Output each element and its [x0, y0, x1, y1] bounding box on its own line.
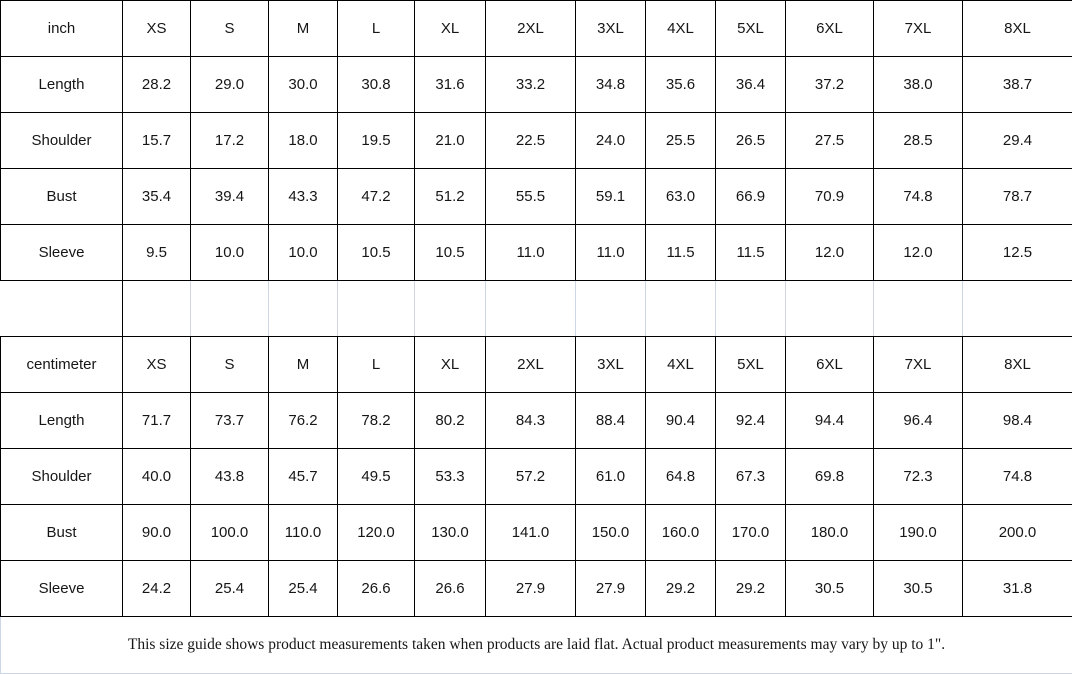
- measurement-value-cell: 72.3: [874, 449, 963, 505]
- measurement-value-cell: 55.5: [486, 169, 576, 225]
- measurement-value-cell: 10.0: [191, 225, 269, 281]
- measurement-value-cell: 70.9: [786, 169, 874, 225]
- measurement-value-cell: 53.3: [415, 449, 486, 505]
- measurement-row: [1, 393, 1072, 449]
- size-header-cell: M: [269, 1, 338, 57]
- measurement-value-cell: 120.0: [338, 505, 415, 561]
- measurement-row: [1, 561, 1072, 617]
- measurement-value-cell: 35.6: [646, 57, 716, 113]
- unit-header-cell: inch: [1, 1, 123, 57]
- spacer-cell: [963, 281, 1072, 337]
- spacer-cell: [269, 281, 338, 337]
- measurement-value-cell: 11.5: [646, 225, 716, 281]
- measurement-value-cell: 90.0: [123, 505, 191, 561]
- measurement-label-cell: Sleeve: [1, 561, 123, 617]
- measurement-value-cell: 39.4: [191, 169, 269, 225]
- measurement-value-cell: 88.4: [576, 393, 646, 449]
- measurement-row: [1, 505, 1072, 561]
- size-header-cell: 3XL: [576, 337, 646, 393]
- measurement-value-cell: 71.7: [123, 393, 191, 449]
- spacer-cell: [1, 281, 123, 337]
- size-header-cell: M: [269, 337, 338, 393]
- measurement-value-cell: 200.0: [963, 505, 1072, 561]
- measurement-value-cell: 11.0: [486, 225, 576, 281]
- size-header-cell: XS: [123, 337, 191, 393]
- measurement-value-cell: 22.5: [486, 113, 576, 169]
- size-header-cell: 7XL: [874, 1, 963, 57]
- measurement-value-cell: 12.0: [874, 225, 963, 281]
- measurement-value-cell: 40.0: [123, 449, 191, 505]
- measurement-value-cell: 94.4: [786, 393, 874, 449]
- measurement-value-cell: 190.0: [874, 505, 963, 561]
- measurement-row: [1, 169, 1072, 225]
- measurement-value-cell: 18.0: [269, 113, 338, 169]
- measurement-value-cell: 100.0: [191, 505, 269, 561]
- measurement-value-cell: 38.0: [874, 57, 963, 113]
- measurement-value-cell: 34.8: [576, 57, 646, 113]
- measurement-value-cell: 110.0: [269, 505, 338, 561]
- spacer-cell: [486, 281, 576, 337]
- measurement-row: [1, 113, 1072, 169]
- measurement-row: [1, 449, 1072, 505]
- measurement-value-cell: 84.3: [486, 393, 576, 449]
- measurement-value-cell: 36.4: [716, 57, 786, 113]
- measurement-label-cell: Bust: [1, 169, 123, 225]
- size-header-cell: 4XL: [646, 1, 716, 57]
- measurement-value-cell: 19.5: [338, 113, 415, 169]
- measurement-value-cell: 12.0: [786, 225, 874, 281]
- measurement-value-cell: 24.0: [576, 113, 646, 169]
- measurement-value-cell: 63.0: [646, 169, 716, 225]
- measurement-value-cell: 38.7: [963, 57, 1072, 113]
- size-header-cell: 8XL: [963, 337, 1072, 393]
- size-header-cell: L: [338, 1, 415, 57]
- measurement-value-cell: 11.5: [716, 225, 786, 281]
- measurement-value-cell: 43.8: [191, 449, 269, 505]
- measurement-value-cell: 130.0: [415, 505, 486, 561]
- measurement-value-cell: 47.2: [338, 169, 415, 225]
- measurement-value-cell: 74.8: [874, 169, 963, 225]
- measurement-value-cell: 26.5: [716, 113, 786, 169]
- measurement-label-cell: Length: [1, 57, 123, 113]
- measurement-value-cell: 98.4: [963, 393, 1072, 449]
- measurement-value-cell: 78.7: [963, 169, 1072, 225]
- size-header-cell: 7XL: [874, 337, 963, 393]
- measurement-value-cell: 17.2: [191, 113, 269, 169]
- measurement-row: [1, 57, 1072, 113]
- measurement-value-cell: 25.4: [191, 561, 269, 617]
- measurement-value-cell: 51.2: [415, 169, 486, 225]
- size-header-cell: 5XL: [716, 337, 786, 393]
- measurement-value-cell: 78.2: [338, 393, 415, 449]
- measurement-value-cell: 10.5: [415, 225, 486, 281]
- measurement-value-cell: 29.0: [191, 57, 269, 113]
- measurement-value-cell: 80.2: [415, 393, 486, 449]
- measurement-value-cell: 11.0: [576, 225, 646, 281]
- measurement-value-cell: 9.5: [123, 225, 191, 281]
- footer-row: [1, 617, 1072, 674]
- measurement-value-cell: 10.0: [269, 225, 338, 281]
- measurement-value-cell: 26.6: [338, 561, 415, 617]
- size-header-cell: L: [338, 337, 415, 393]
- measurement-value-cell: 57.2: [486, 449, 576, 505]
- measurement-value-cell: 67.3: [716, 449, 786, 505]
- size-header-cell: XL: [415, 1, 486, 57]
- measurement-value-cell: 25.5: [646, 113, 716, 169]
- measurement-value-cell: 28.5: [874, 113, 963, 169]
- measurement-value-cell: 15.7: [123, 113, 191, 169]
- measurement-value-cell: 45.7: [269, 449, 338, 505]
- measurement-value-cell: 29.4: [963, 113, 1072, 169]
- unit-header-cell: centimeter: [1, 337, 123, 393]
- size-header-cell: 4XL: [646, 337, 716, 393]
- measurement-value-cell: 76.2: [269, 393, 338, 449]
- size-header-cell: S: [191, 337, 269, 393]
- spacer-cell: [191, 281, 269, 337]
- measurement-value-cell: 10.5: [338, 225, 415, 281]
- measurement-value-cell: 69.8: [786, 449, 874, 505]
- measurement-label-cell: Bust: [1, 505, 123, 561]
- measurement-value-cell: 28.2: [123, 57, 191, 113]
- measurement-value-cell: 35.4: [123, 169, 191, 225]
- measurement-value-cell: 96.4: [874, 393, 963, 449]
- measurement-value-cell: 49.5: [338, 449, 415, 505]
- spacer-cell: [716, 281, 786, 337]
- size-header-cell: 5XL: [716, 1, 786, 57]
- size-header-cell: S: [191, 1, 269, 57]
- size-header-cell: 2XL: [486, 337, 576, 393]
- measurement-value-cell: 27.5: [786, 113, 874, 169]
- measurement-value-cell: 30.8: [338, 57, 415, 113]
- measurement-value-cell: 29.2: [646, 561, 716, 617]
- size-header-row: [1, 337, 1072, 393]
- size-header-cell: 6XL: [786, 1, 874, 57]
- measurement-value-cell: 24.2: [123, 561, 191, 617]
- measurement-label-cell: Sleeve: [1, 225, 123, 281]
- measurement-label-cell: Shoulder: [1, 113, 123, 169]
- size-header-cell: XL: [415, 337, 486, 393]
- size-header-cell: XS: [123, 1, 191, 57]
- measurement-value-cell: 74.8: [963, 449, 1072, 505]
- size-header-cell: 8XL: [963, 1, 1072, 57]
- measurement-value-cell: 92.4: [716, 393, 786, 449]
- measurement-row: [1, 225, 1072, 281]
- measurement-value-cell: 73.7: [191, 393, 269, 449]
- measurement-value-cell: 30.0: [269, 57, 338, 113]
- measurement-value-cell: 66.9: [716, 169, 786, 225]
- spacer-cell: [338, 281, 415, 337]
- measurement-value-cell: 64.8: [646, 449, 716, 505]
- measurement-value-cell: 150.0: [576, 505, 646, 561]
- measurement-value-cell: 12.5: [963, 225, 1072, 281]
- measurement-label-cell: Length: [1, 393, 123, 449]
- spacer-cell: [874, 281, 963, 337]
- measurement-label-cell: Shoulder: [1, 449, 123, 505]
- size-header-row: [1, 1, 1072, 57]
- measurement-value-cell: 37.2: [786, 57, 874, 113]
- measurement-value-cell: 141.0: [486, 505, 576, 561]
- measurement-value-cell: 31.6: [415, 57, 486, 113]
- measurement-value-cell: 30.5: [874, 561, 963, 617]
- size-header-cell: 2XL: [486, 1, 576, 57]
- spacer-cell: [415, 281, 486, 337]
- measurement-value-cell: 27.9: [576, 561, 646, 617]
- spacer-cell: [786, 281, 874, 337]
- measurement-value-cell: 29.2: [716, 561, 786, 617]
- measurement-value-cell: 33.2: [486, 57, 576, 113]
- footer-note: This size guide shows product measurements taken when products are laid flat. Actual product measurements may vary by up to 1".: [1, 617, 1072, 674]
- spacer-cell: [576, 281, 646, 337]
- spacer-cell: [646, 281, 716, 337]
- measurement-value-cell: 21.0: [415, 113, 486, 169]
- measurement-value-cell: 180.0: [786, 505, 874, 561]
- size-header-cell: 3XL: [576, 1, 646, 57]
- measurement-value-cell: 59.1: [576, 169, 646, 225]
- measurement-value-cell: 170.0: [716, 505, 786, 561]
- measurement-value-cell: 26.6: [415, 561, 486, 617]
- spacer-row: [1, 281, 1072, 337]
- measurement-value-cell: 25.4: [269, 561, 338, 617]
- measurement-value-cell: 30.5: [786, 561, 874, 617]
- measurement-value-cell: 43.3: [269, 169, 338, 225]
- spacer-cell: [123, 281, 191, 337]
- measurement-value-cell: 27.9: [486, 561, 576, 617]
- measurement-value-cell: 31.8: [963, 561, 1072, 617]
- measurement-value-cell: 90.4: [646, 393, 716, 449]
- size-header-cell: 6XL: [786, 337, 874, 393]
- measurement-value-cell: 160.0: [646, 505, 716, 561]
- measurement-value-cell: 61.0: [576, 449, 646, 505]
